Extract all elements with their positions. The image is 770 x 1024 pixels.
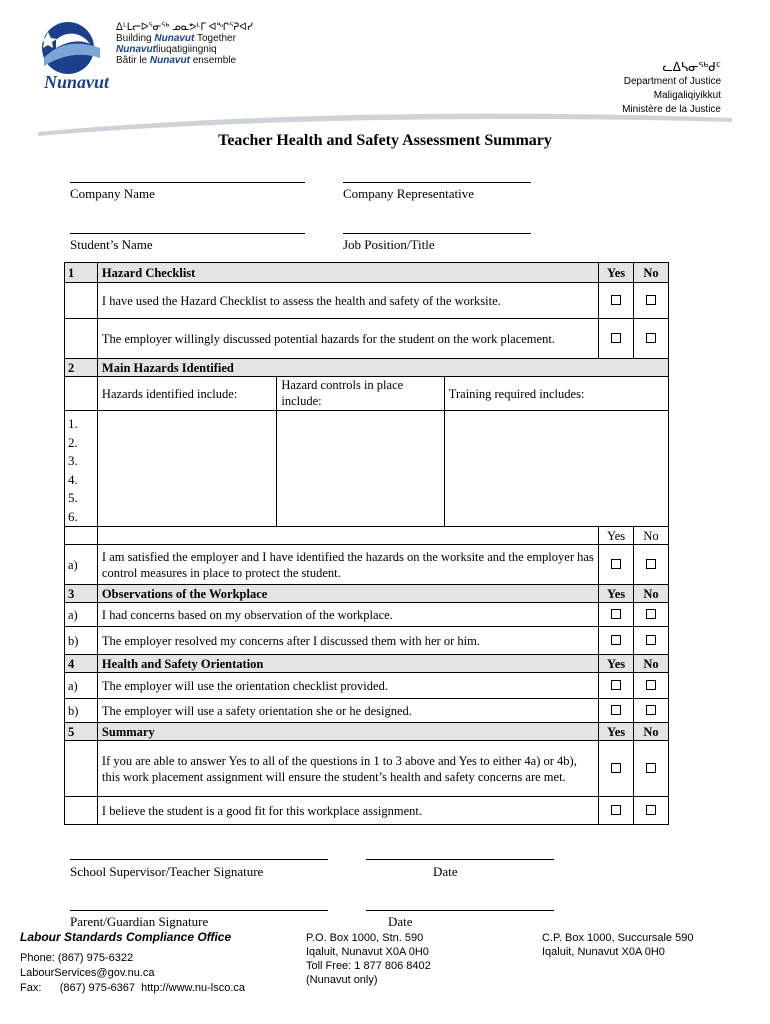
yes-header: Yes <box>599 263 634 283</box>
section1-number: 1 <box>65 263 98 283</box>
yes-header: Yes <box>599 655 634 673</box>
section4-b-text: The employer will use a safety orientation she or he designed. <box>97 699 598 723</box>
tagline-syllabics: ᐃᒻᒪᓕᐅᕐᓂᖅ ᓄᓇᕗᒻᒥ ᐊᖏᕐᕈᐊᓯ <box>116 22 253 33</box>
company-name-line[interactable] <box>70 182 305 183</box>
department-block <box>622 60 721 117</box>
student-name-label: Student’s Name <box>70 237 153 252</box>
no-header: No <box>634 723 669 741</box>
section3-b-label: b) <box>65 627 98 655</box>
table-row <box>65 627 669 655</box>
section2-a-label: a) <box>65 545 98 585</box>
section2-a-yes-checkbox[interactable] <box>611 559 621 569</box>
table-row <box>65 545 669 585</box>
section2-header-row <box>65 359 669 377</box>
no-header: No <box>634 263 669 283</box>
section1-q2-no-checkbox[interactable] <box>646 333 656 343</box>
section2-heading: Main Hazards Identified <box>97 359 668 377</box>
section2-a-no-checkbox[interactable] <box>646 559 656 569</box>
table-row <box>65 797 669 825</box>
section4-b-no-checkbox[interactable] <box>646 705 656 715</box>
section2-a-text: I am satisfied the employer and I have identified the hazards on the worksite and the employer has control measures in place to protect the student. <box>97 545 598 585</box>
section3-header-row <box>65 585 669 603</box>
date1-label: Date <box>433 864 458 879</box>
section5-number: 5 <box>65 723 98 741</box>
section3-heading: Observations of the Workplace <box>97 585 598 603</box>
section5-q1-yes-checkbox[interactable] <box>611 763 621 773</box>
student-name-line[interactable] <box>70 233 305 234</box>
section2-number: 2 <box>65 359 98 377</box>
footer-contact <box>20 951 245 996</box>
teacher-signature-label: School Supervisor/Teacher Signature <box>70 864 264 879</box>
section1-header-row <box>65 263 669 283</box>
section4-a-no-checkbox[interactable] <box>646 680 656 690</box>
section1-heading: Hazard Checklist <box>97 263 598 283</box>
table-row <box>65 603 669 627</box>
controls-entry-cell[interactable] <box>277 411 444 527</box>
section5-heading: Summary <box>97 723 598 741</box>
section1-q1-no-checkbox[interactable] <box>646 295 656 305</box>
section1-q2: The employer willingly discussed potential hazards for the student on the work placement. <box>97 319 598 359</box>
yes-header: Yes <box>599 527 634 545</box>
date2-label: Date <box>388 914 413 929</box>
section5-header-row <box>65 723 669 741</box>
no-header: No <box>634 527 669 545</box>
section4-number: 4 <box>65 655 98 673</box>
no-header: No <box>634 655 669 673</box>
yes-header: Yes <box>599 723 634 741</box>
footer-org-name: Labour Standards Compliance Office <box>20 930 232 944</box>
controls-col-header: Hazard controls in place include: <box>277 377 444 411</box>
table-row <box>65 319 669 359</box>
section5-q1-no-checkbox[interactable] <box>646 763 656 773</box>
section4-a-yes-checkbox[interactable] <box>611 680 621 690</box>
parent-signature-label: Parent/Guardian Signature <box>70 914 209 929</box>
section5-q2-yes-checkbox[interactable] <box>611 805 621 815</box>
footer-phone: Phone: (867) 975-6322 <box>20 952 134 964</box>
job-position-line[interactable] <box>343 233 531 234</box>
parent-signature-line[interactable] <box>70 910 328 911</box>
footer-email[interactable]: LabourServices@gov.nu.ca <box>20 967 155 979</box>
section4-header-row <box>65 655 669 673</box>
section3-a-no-checkbox[interactable] <box>646 609 656 619</box>
section3-b-yes-checkbox[interactable] <box>611 635 621 645</box>
section3-a-yes-checkbox[interactable] <box>611 609 621 619</box>
assessment-table <box>64 262 669 825</box>
section5-q2: I believe the student is a good fit for this workplace assignment. <box>97 797 598 825</box>
section4-a-text: The employer will use the orientation checklist provided. <box>97 673 598 699</box>
footer-address-english: P.O. Box 1000, Stn. 590 Iqaluit, Nunavut X0A 0H0 Toll Free: 1 877 806 8402 (Nunavut only) <box>306 932 431 986</box>
section1-q1-yes-checkbox[interactable] <box>611 295 621 305</box>
tagline-english: Building Nunavut Together <box>116 33 236 44</box>
section1-q1: I have used the Hazard Checklist to assess the health and safety of the worksite. <box>97 283 598 319</box>
no-header: No <box>634 585 669 603</box>
section4-heading: Health and Safety Orientation <box>97 655 598 673</box>
training-entry-cell[interactable] <box>444 411 668 527</box>
table-row <box>65 741 669 797</box>
section3-number: 3 <box>65 585 98 603</box>
hazards-entry-row <box>65 411 669 527</box>
section4-a-label: a) <box>65 673 98 699</box>
hazard-number-list: 1. 2. 3. 4. 5. 6. <box>65 411 98 527</box>
footer-address-french: C.P. Box 1000, Succursale 590 Iqaluit, Nunavut X0A 0H0 <box>542 932 694 958</box>
section5-q2-no-checkbox[interactable] <box>646 805 656 815</box>
teacher-signature-line[interactable] <box>70 859 328 860</box>
training-col-header: Training required includes: <box>444 377 668 411</box>
section2-columns-row <box>65 377 669 411</box>
section4-b-label: b) <box>65 699 98 723</box>
yes-header: Yes <box>599 585 634 603</box>
section3-a-text: I had concerns based on my observation of the workplace. <box>97 603 598 627</box>
page-title: Teacher Health and Safety Assessment Summary <box>218 132 552 149</box>
dept-inuinnaqtun: Maligaliqiyikkut <box>653 90 721 101</box>
section2-yesno-row <box>65 527 669 545</box>
table-row <box>65 283 669 319</box>
date1-line[interactable] <box>366 859 554 860</box>
section3-b-no-checkbox[interactable] <box>646 635 656 645</box>
tagline-inuinnaqtun: Nunavutliuqatigiingniq <box>116 44 217 55</box>
section3-a-label: a) <box>65 603 98 627</box>
dept-english: Department of Justice <box>623 76 721 87</box>
section4-b-yes-checkbox[interactable] <box>611 705 621 715</box>
table-row <box>65 699 669 723</box>
date2-line[interactable] <box>366 910 554 911</box>
table-row <box>65 673 669 699</box>
hazards-col-header: Hazards identified include: <box>97 377 276 411</box>
section3-b-text: The employer resolved my concerns after I discussed them with her or him. <box>97 627 598 655</box>
section1-q2-yes-checkbox[interactable] <box>611 333 621 343</box>
footer-website-link[interactable]: http://www.nu-lsco.ca <box>141 982 246 994</box>
dept-french: Ministère de la Justice <box>622 104 721 115</box>
company-name-label: Company Name <box>70 186 155 201</box>
company-rep-line[interactable] <box>343 182 531 183</box>
job-position-label: Job Position/Title <box>343 237 435 252</box>
tagline-french: Bâtir le Nunavut ensemble <box>116 55 237 66</box>
company-rep-label: Company Representative <box>343 186 475 201</box>
footer-fax-line: Fax: (867) 975-6367 http://www.nu-lsco.ca <box>20 982 246 994</box>
hazards-entry-cell[interactable] <box>97 411 276 527</box>
dept-syllabics: ᓚᐃᓴᓂᕐᒃᑯᑦ <box>662 60 721 74</box>
logo-wordmark: Nunavut <box>44 72 110 92</box>
section5-q1: If you are able to answer Yes to all of the questions in 1 to 3 above and Yes to either 4a) or 4b), this work placement assignment will ensure the student’s health and safety concerns are met. <box>97 741 598 797</box>
